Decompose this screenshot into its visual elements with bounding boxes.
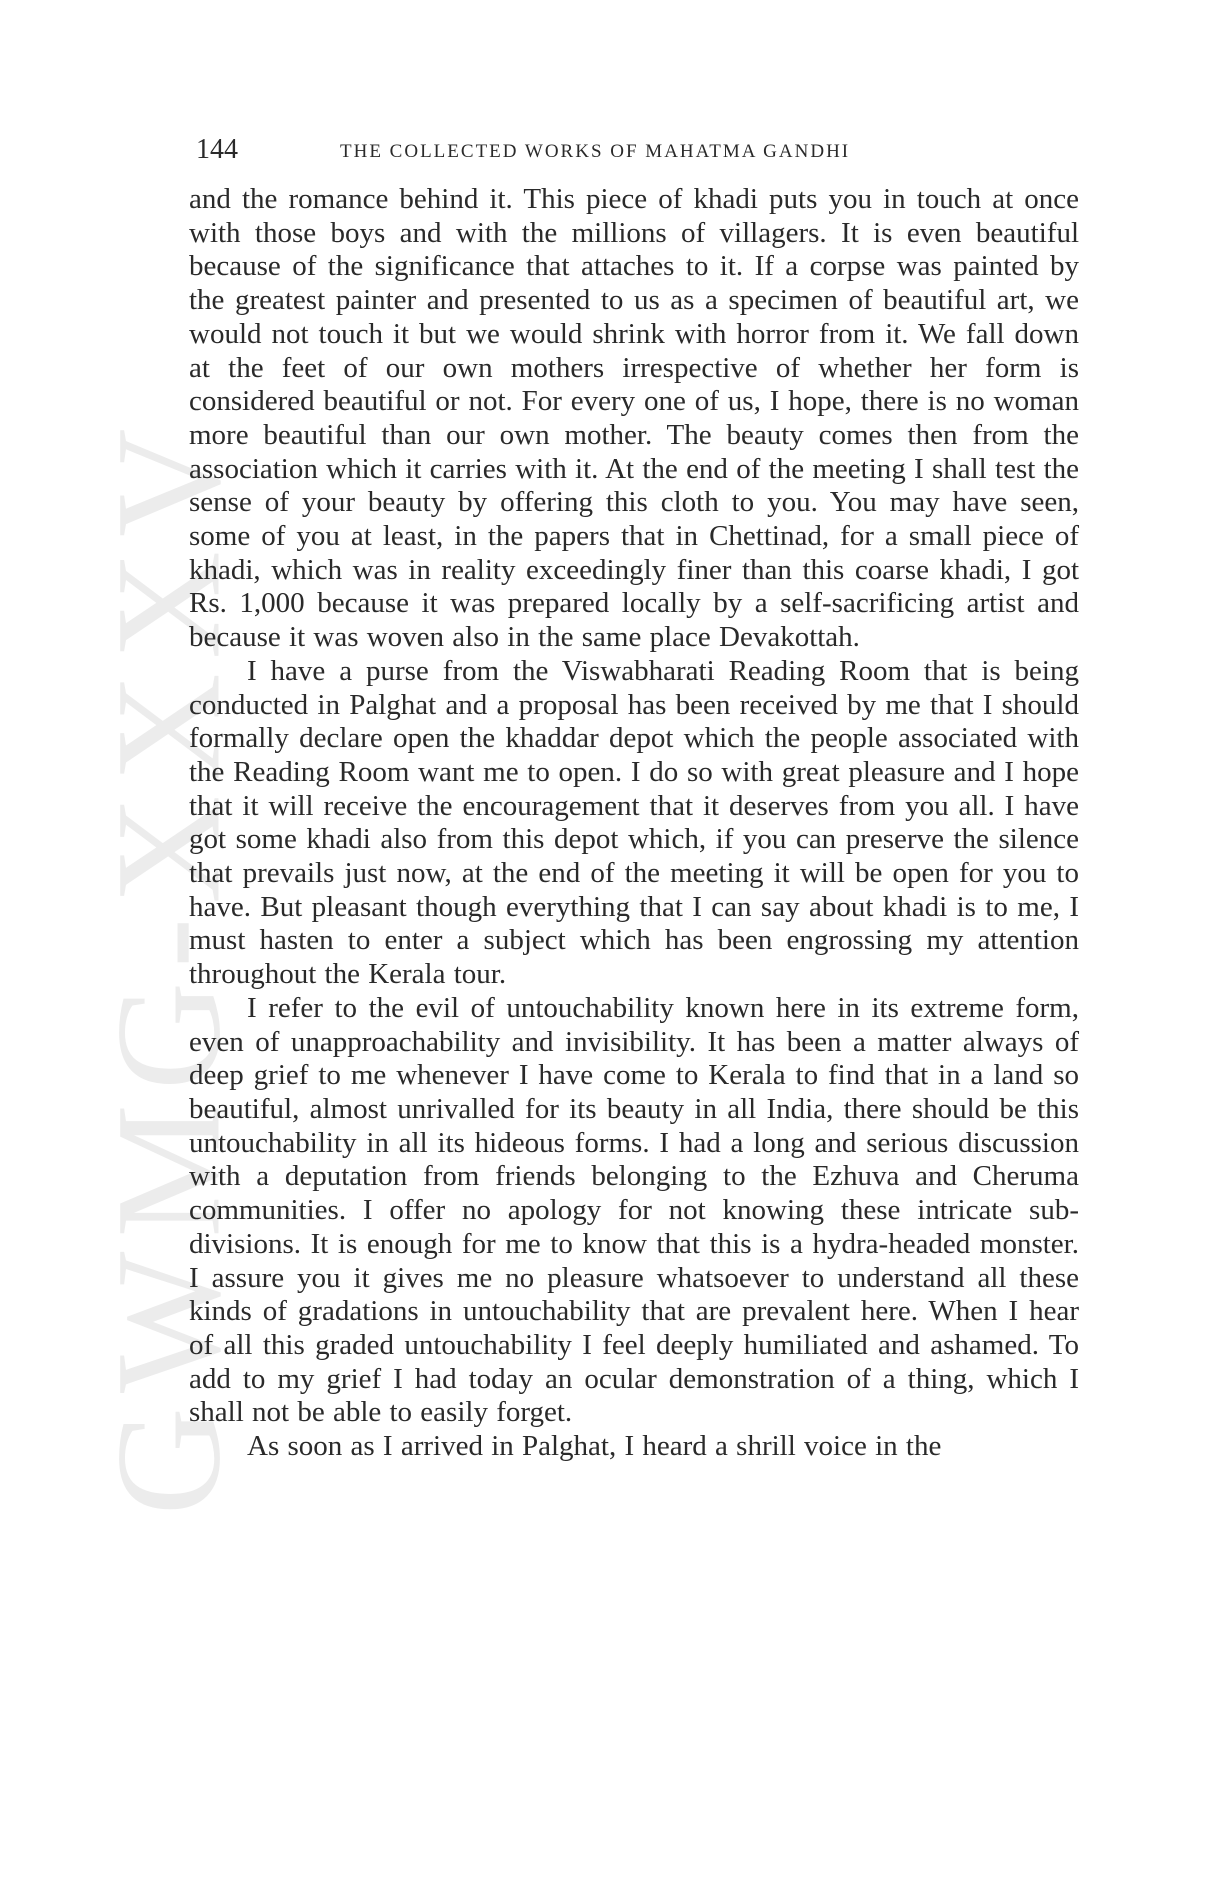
paragraph-continued: and the romance behind it. This piece of khadi puts you in touch at once with those boys and with the millions of villagers. It is even beautiful because of the significance that attaches to it. If a corpse was painted by the greatest painter and presented to us as a specimen of beautiful art, we would not touch it but we would shrink with horror from it. We fall down at the feet of our own mothers irrespective of whether her form is considered beautiful or not. For every one of us, I hope, there is no woman more beautiful than our own mother. The beauty comes then from the association which it carries with it. At the end of the meeting I shall test the sense of your beauty by offering this cloth to you. You may have seen, some of you at least, in the papers that in Chettinad, for a small piece of khadi, which was in reality exceedingly finer than this coarse khadi, I got Rs. 1,000 because it was prepared locally by a self-sacrificing artist and because it was woven also in the same place Devakottah. <box>189 183 1079 654</box>
page-header <box>196 130 1076 170</box>
watermark-text: GWMG-XXXV <box>85 414 252 1516</box>
running-head: THE COLLECTED WORKS OF MAHATMA GANDHI <box>340 141 851 162</box>
paragraph-untouchability: I refer to the evil of untouchability known here in its extreme form, even of unapproachability and invisibility. It has been a matter always of deep grief to me whenever I have come to Kerala to find that in a land so beautiful, almost unrivalled for its beauty in all India, there should be this untouchability in all its hideous forms. I had a long and serious discussion with a deputation from friends belonging to the Ezhuva and Cheruma communities. I offer no apology for not knowing these intricate sub-divisions. It is enough for me to know that this is a hydra-headed monster. I assure you it gives me no pleasure whatsoever to understand all these kinds of gradations in untouchability that are prevalent here. When I hear of all this graded untouchability I feel deeply humiliated and ashamed. To add to my grief I had today an ocular demonstration of a thing, which I shall not be able to easily forget. <box>189 991 1079 1429</box>
paragraph-palghat: As soon as I arrived in Palghat, I heard a shrill voice in the <box>247 1430 942 1463</box>
body-text <box>189 183 1079 1464</box>
page-number: 144 <box>196 134 238 165</box>
paragraph-reading-room: I have a purse from the Viswabharati Reading Room that is being conducted in Palghat and a proposal has been received by me that I should formally declare open the khaddar depot which the people associated with the Reading Room want me to open. I do so with great pleasure and I hope that it will receive the encouragement that it deserves from you all. I have got some khadi also from this depot which, if you can preserve the silence that prevails just now, at the end of the meeting it will be open for you to have. But pleasant though everything that I can say about khadi is to me, I must hasten to enter a subject which has been engrossing my attention throughout the Kerala tour. <box>189 654 1079 991</box>
